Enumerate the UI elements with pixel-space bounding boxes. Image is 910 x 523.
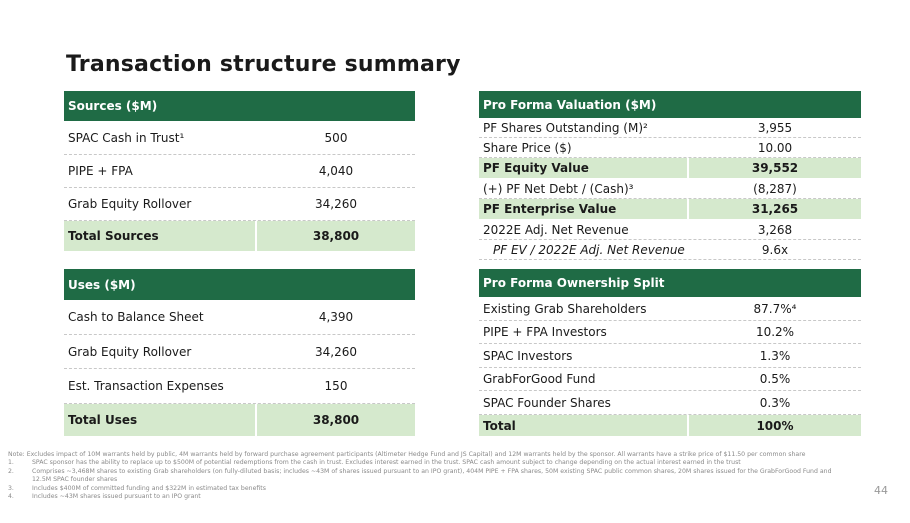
table-row <box>64 335 415 369</box>
row-value: 150 <box>324 379 348 393</box>
row-label: Existing Grab Shareholders <box>483 301 647 316</box>
row-value: 0.5% <box>759 372 791 386</box>
table-row <box>64 300 415 335</box>
row-label: Grab Equity Rollover <box>68 344 192 359</box>
row-label: SPAC Founder Shares <box>483 395 611 410</box>
footnote-text: SPAC sponsor has the ability to replace up to $500M of potential redemptions from the cash in trust. Excludes interest earned in the trust. SPAC cash amount subject to change depending on the actual interest earned in the trust <box>32 459 741 467</box>
valuation-table <box>479 91 861 260</box>
table-row <box>64 121 415 155</box>
footnote <box>8 485 838 493</box>
row-label: PF EV / 2022E Adj. Net Revenue <box>493 242 685 257</box>
row-label: PF Equity Value <box>479 158 689 178</box>
row-label: Grab Equity Rollover <box>68 197 192 211</box>
row-label: PF Enterprise Value <box>479 199 689 219</box>
valuation-header: Pro Forma Valuation ($M) <box>479 91 861 118</box>
row-value: 10.00 <box>757 140 793 155</box>
row-label: SPAC Investors <box>483 348 573 363</box>
table-row <box>479 138 861 158</box>
total-row <box>64 221 415 252</box>
sources-table <box>64 91 415 252</box>
total-value: 100% <box>756 418 794 433</box>
table-row <box>479 199 861 220</box>
row-value: 87.7%⁴ <box>753 301 797 316</box>
footnote-intro: Note: Excludes impact of 10M warrants held by public, 4M warrants held by forward purchase agreement participants (Altimeter Hedge Fund and JS Capital) and 12M warrants held by the sponsor. All warrants have a strike price of $11.50 per common share <box>8 451 806 458</box>
table-row <box>479 368 861 391</box>
row-value: 0.3% <box>759 395 791 410</box>
row-value: (8,287) <box>753 181 797 196</box>
table-row <box>479 118 861 138</box>
row-label: PF Shares Outstanding (M)² <box>483 120 648 135</box>
page-title: Transaction structure summary <box>66 52 461 77</box>
row-label: Share Price ($) <box>483 140 572 155</box>
footnote <box>8 493 838 501</box>
footnotes <box>8 451 838 501</box>
table-row <box>479 391 861 415</box>
total-value: 38,800 <box>312 229 360 243</box>
row-value: 39,552 <box>751 161 799 175</box>
row-value: 34,260 <box>315 344 357 359</box>
row-label: PIPE + FPA <box>68 164 133 178</box>
footnote <box>8 459 838 467</box>
total-label: Total Uses <box>64 404 257 436</box>
row-value: 3,268 <box>757 222 793 237</box>
row-label: SPAC Cash in Trust¹ <box>68 130 185 145</box>
footnote-text: Includes $400M of committed funding and $322M in estimated tax benefits <box>32 484 266 492</box>
row-value: 500 <box>324 130 348 145</box>
table-row <box>64 155 415 188</box>
row-label: 2022E Adj. Net Revenue <box>483 222 629 237</box>
table-row <box>64 369 415 404</box>
row-value: 4,390 <box>318 310 354 324</box>
table-row <box>479 179 861 199</box>
row-label: PIPE + FPA Investors <box>483 325 607 339</box>
row-value: 1.3% <box>759 348 791 363</box>
page-number: 44 <box>874 484 888 497</box>
total-row <box>64 404 415 437</box>
table-row <box>479 297 861 321</box>
ownership-header: Pro Forma Ownership Split <box>479 269 861 297</box>
total-value: 38,800 <box>312 413 360 427</box>
table-row <box>479 240 861 260</box>
row-value: 31,265 <box>751 202 799 216</box>
table-row <box>479 220 861 240</box>
footnote-number: 3. <box>8 484 14 492</box>
row-value: 9.6x <box>761 242 789 257</box>
footnote-text: Comprises ~3,468M shares to existing Grab shareholders (on fully-diluted basis; includes ~43M of shares issued pursuant to an IPO grant), 404M PIPE + FPA shares, 50M existing SPAC public common shares, 20M shares issued for the GrabForGood Fund and 12.5M SPAC founder shares <box>32 467 832 484</box>
row-value: 4,040 <box>318 164 354 178</box>
table-row <box>479 158 861 179</box>
footnote-number: 4. <box>8 493 14 501</box>
table-row <box>479 321 861 344</box>
sources-header: Sources ($M) <box>64 91 415 121</box>
total-row <box>479 415 861 437</box>
footnote-text: Includes ~43M shares issued pursuant to an IPO grant <box>32 493 201 501</box>
total-label: Total Sources <box>64 221 257 251</box>
uses-header: Uses ($M) <box>64 269 415 300</box>
row-value: 34,260 <box>315 197 357 211</box>
table-row <box>64 188 415 221</box>
ownership-table <box>479 269 861 437</box>
row-value: 10.2% <box>755 325 795 339</box>
footnote <box>8 468 838 485</box>
row-value: 3,955 <box>757 120 793 135</box>
table-row <box>479 344 861 368</box>
row-label: Cash to Balance Sheet <box>68 310 204 324</box>
total-label: Total <box>479 415 689 436</box>
row-label: (+) PF Net Debt / (Cash)³ <box>483 181 634 196</box>
uses-table <box>64 269 415 437</box>
row-label: GrabForGood Fund <box>483 372 596 386</box>
row-label: Est. Transaction Expenses <box>68 379 224 393</box>
footnote-number: 2. <box>8 467 14 475</box>
footnote-number: 1. <box>8 459 14 467</box>
